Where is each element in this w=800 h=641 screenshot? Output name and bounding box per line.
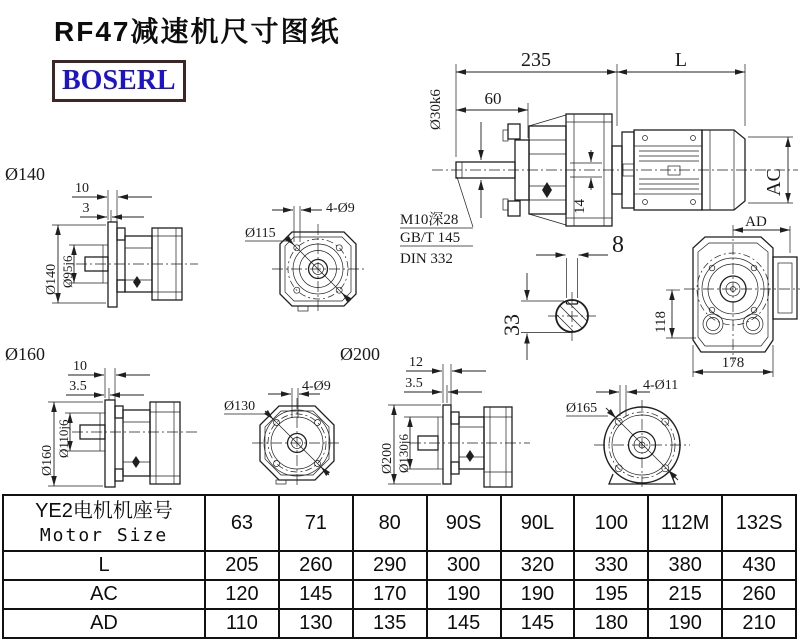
- flange-view-140: [5, 164, 198, 307]
- thread-note-line2: GB/T 145: [400, 230, 461, 246]
- dim-140-10: 10: [75, 181, 89, 196]
- table-cell: 260: [279, 551, 353, 580]
- table-cell: 135: [353, 609, 427, 638]
- table-cell: 430: [722, 551, 796, 580]
- table-cell: 320: [501, 551, 575, 580]
- row-label: AD: [3, 609, 205, 638]
- flange-130-holes: 4-Ø9: [302, 379, 331, 394]
- dim-key-depth: 33: [499, 314, 524, 336]
- col-header: 80: [353, 495, 427, 551]
- dim-140-3: 3: [82, 201, 90, 216]
- flange-view-160: [5, 344, 198, 487]
- flange-130-dia: Ø130: [224, 399, 256, 414]
- flange-165-dia: Ø165: [566, 401, 598, 416]
- dim-14: 14: [572, 199, 588, 214]
- table-header-row: [3, 495, 796, 551]
- table-cell: 380: [648, 551, 722, 580]
- dim-AC: AC: [763, 168, 785, 196]
- thread-spec-note: [400, 177, 473, 267]
- table-cell: 110: [205, 609, 279, 638]
- thread-note-line1: M10深28: [400, 212, 459, 228]
- dim-60: 60: [484, 89, 502, 108]
- table-cell: 290: [353, 551, 427, 580]
- table-cell: 130: [279, 609, 353, 638]
- table-cell: 145: [501, 609, 575, 638]
- motor-size-header: [3, 495, 205, 551]
- flange-face-115: [245, 201, 364, 314]
- table-cell: 330: [574, 551, 648, 580]
- table-cell: 180: [574, 609, 648, 638]
- flange-face-165: [566, 378, 690, 490]
- flange-115-dia: Ø115: [245, 226, 276, 241]
- table-cell: 145: [279, 580, 353, 609]
- dim-200-35: 3.5: [405, 376, 423, 391]
- rear-view: [653, 214, 800, 377]
- view-140-label: Ø140: [5, 164, 45, 184]
- col-header: 71: [279, 495, 353, 551]
- table-row-L: [3, 551, 796, 580]
- col-header: 112M: [648, 495, 722, 551]
- main-assembly-view: [428, 49, 798, 226]
- dim-178: 178: [721, 355, 745, 371]
- dim-200-spigot: Ø130j6: [396, 434, 411, 473]
- table-row-AC: [3, 580, 796, 609]
- dim-200-outer: Ø200: [380, 442, 395, 474]
- col-header: 132S: [722, 495, 796, 551]
- col-header: 90L: [501, 495, 575, 551]
- col-header: 100: [574, 495, 648, 551]
- flange-view-200: [340, 344, 530, 487]
- vent-plug-icon: [542, 182, 552, 198]
- table-cell: 190: [427, 580, 501, 609]
- table-cell: 170: [353, 580, 427, 609]
- dim-160-35: 3.5: [69, 379, 87, 394]
- flange-115-holes: 4-Ø9: [326, 201, 355, 216]
- dim-140-outer: Ø140: [44, 263, 59, 295]
- row-label: AC: [3, 580, 205, 609]
- boserl-logo: BOSERL: [52, 60, 186, 102]
- dim-160-outer: Ø160: [40, 444, 55, 476]
- page-title: RF47减速机尺寸图纸: [54, 16, 341, 47]
- col-header: 63: [205, 495, 279, 551]
- dim-140-spigot: Ø95j6: [60, 255, 75, 288]
- table-row-AD: [3, 609, 796, 638]
- table-cell: 190: [648, 609, 722, 638]
- view-160-label: Ø160: [5, 344, 45, 364]
- dim-235: 235: [521, 49, 551, 71]
- row-label: L: [3, 551, 205, 580]
- table-cell: 120: [205, 580, 279, 609]
- table-cell: 190: [501, 580, 575, 609]
- table-cell: 145: [427, 609, 501, 638]
- table-cell: 215: [648, 580, 722, 609]
- view-200-label: Ø200: [340, 344, 380, 364]
- key-cross-section: [499, 232, 624, 360]
- table-cell: 300: [427, 551, 501, 580]
- dim-key-width: 8: [612, 232, 624, 258]
- motor-size-header-cn: YE2电机机座号: [35, 500, 173, 522]
- table-cell: 260: [722, 580, 796, 609]
- table-cell: 195: [574, 580, 648, 609]
- dim-118: 118: [653, 311, 669, 333]
- dim-160-spigot: Ø110j6: [56, 419, 71, 458]
- col-header: 90S: [427, 495, 501, 551]
- flange-face-130: [224, 379, 342, 488]
- table-cell: 205: [205, 551, 279, 580]
- flange-165-holes: 4-Ø11: [643, 378, 679, 393]
- dim-AD: AD: [745, 214, 767, 230]
- table-cell: 210: [722, 609, 796, 638]
- dim-L: L: [674, 49, 688, 71]
- dim-shaft-dia: Ø30k6: [428, 89, 444, 130]
- dim-160-10: 10: [73, 359, 87, 374]
- dim-200-12: 12: [409, 355, 423, 370]
- dimension-table: [2, 494, 797, 639]
- thread-note-line3: DIN 332: [400, 251, 453, 267]
- motor-size-header-en: Motor Size: [39, 525, 169, 546]
